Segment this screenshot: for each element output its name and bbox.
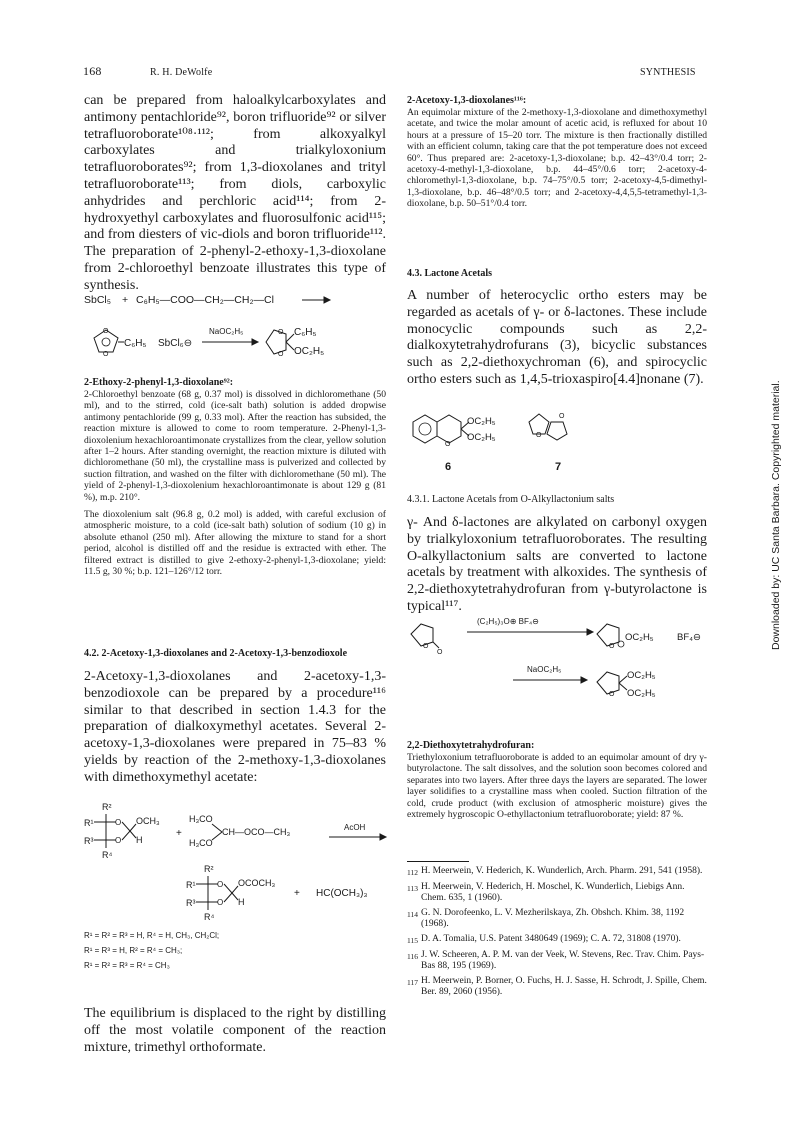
scheme3-anion: BF₄⊖ [677,632,701,643]
scheme1-product-sub2: OC₂H₅ [294,346,325,357]
diethoxy-thf [597,672,627,698]
svg-text:O: O [115,836,122,845]
scheme2-h: H [136,835,143,845]
scheme2-h3co-bot: H₃CO [189,838,213,848]
struct6-sub2: OC₂H₅ [467,432,496,443]
svg-text:+: + [294,888,300,899]
proc1-text: 2-Chloroethyl benzoate (68 g, 0.37 mol) is dissolved in dichloromethane (50 ml), and to the stirred, cold (ice-salt bath) solution is added dropwise antimony pentachloride (99 g, 0.33 mol). After the reaction has subsided, the reaction mixture is allowed to come to room temperature. 2-Phenyl-1,3-dioxolenium hexachloroantimonate crystallizes from the clear, yellow solution after 1–2 hours. After standing overnight, the reaction mixture is diluted with dichloromethane (50 ml), the crystalline mass is pulverized and collected by suction filtration, and washed on the filter with dichloromethane (50 ml). The yield of 2-phenyl-1,3-dioxolenium hexachloroantimonate is about 129 g (81 %), m.p. 210°. [84,389,386,503]
scheme2-def3: R¹ = R² = R³ = R⁴ = CH₃ [84,961,170,970]
proc1-text2: The dioxolenium salt (96.8 g, 0.2 mol) is added, with careful exclusion of atmospheric moisture, to a cold (ice-salt bath) solution of sodium (10 g) in absolute ethanol (250 ml). After allowing the mixture to stand for a short period, alcohol is distilled off and the residue is extracted with ether. The filtered extract is distilled to give 2-ethoxy-2-phenyl-1,3-dioxolane; yield: 11.5 g, 30 %; b.p. 121–126°/12 torr. [84,509,386,578]
section-4-3 [407,268,707,389]
footnote-114: 114 G. N. Dorofeenko, L. V. Mezherilskaya, Zh. Obshch. Khim. 38, 1192 (1968). [407,907,685,930]
para431: γ- And δ-lactones are alkylated on carbonyl oxygen by trialkyloxonium tetrafluoroborates. The resulting O-alkyllactonium salts are converted to lactone acetals by treatment with alkoxides. The synthesis of 2,2-diethoxytetrahydrofuran from γ-butyrolactone is typical¹¹⁷. [407,515,707,614]
scheme1-plus: + [122,294,129,306]
proc1-title: 2-Ethoxy-2-phenyl-1,3-dioxolane⁹²: [84,377,234,388]
svg-text:O: O [278,329,284,336]
scheme3-cation-sub: OC₂H₅ [625,632,654,643]
scheme1-product-sub1: C₆H₅ [294,327,317,338]
scheme1-anion: SbCl₆⊖ [158,338,193,349]
section-4-2 [84,648,386,787]
footnote-116: 116 J. W. Scheeren, A. P. M. van der Veek, W. Stevens, Rec. Trav. Chim. Pays-Bas 88, 195 (1969). [407,949,705,972]
scheme2-r1: R¹ [84,818,94,828]
svg-text:O: O [278,351,284,358]
intro-paragraph: can be prepared from haloalkylcarboxylates and antimony pentachloride⁹², boron trifluoride⁹² or silver tetrafluoroborate¹⁰⁸·¹¹²; from alkoxyalkyl carboxylates and trialkyloxonium tetrafluoroborates⁹²; from 1,3-dioxolanes and trityl tetrafluoroborate¹¹³; from diols, carboxylic anhydrides and perchloric acid¹¹⁴; from 2-hydroxyethyl carboxylates and fluorosulfonic acid¹¹⁵; and from diesters of vic-diols and boron trifluoride¹¹². The preparation of 2-phenyl-2-ethoxy-1,3-dioxolane from 2-chloroethyl benzoate illustrates this type of synthesis. [84,93,386,293]
footnote-112: 112 H. Meerwein, V. Hederich, K. Wunderlich, Arch. Pharm. 291, 541 (1958). [407,866,703,877]
proc3-title: 2,2-Diethoxytetrahydrofuran: [407,740,535,751]
svg-text:R¹: R¹ [186,880,196,890]
svg-text:R³: R³ [186,898,196,908]
scheme-1 [84,290,389,370]
scheme2-plus: + [176,828,182,839]
scheme3-prod-sub2: OC₂H₅ [627,688,656,699]
para43: A number of heterocyclic ortho esters may be regarded as acetals of γ- or δ-lactones. These include monocyclic compounds such as 2,2-dialkoxytetrahydrofurans (3), bicyclic substances such as 2,2-diethoxychroman (6), and spirocyclic ortho esters such as 1,4,5-trioxaspiro[4.4]nonane (7). [407,288,707,387]
left-column [84,93,386,295]
svg-text:O: O [559,413,565,420]
struct7-label: 7 [555,461,562,473]
svg-text:R²: R² [204,864,214,874]
section431-title: 4.3.1. Lactone Acetals from O-Alkyllactonium salts [407,494,615,505]
proc2-text: An equimolar mixture of the 2-methoxy-1,3-dioxolane and dimethoxymethyl acetate, and twice the molar amount of acetic acid, is refluxed for about 10 hours at a pressure of 15–20 torr. The mixture is then fractionally distilled with an efficient column, taking care that the pot temperature does not exceed 60°. Thus prepared are: 2-acetoxy-1,3-dioxolane; b.p. 42–43°/0.4 torr; 2-acetoxy-4-methyl-1,3-dioxolane, b.p. 44–45°/0.6 torr; 2-acetoxy-4-chloromethyl-1,3-dioxolane, b.p. 74–75°/0.5 torr; 2-acetoxy-4,5-dimethyl-1,3-dioxolane, b.p. 46–48°/0.5 torr; and 2-acetoxy-4,4,5,5-tetramethyl-1,3-dioxolane, b.p. 50–51°/0.4 torr. [407,107,707,210]
equilibrium-paragraph: The equilibrium is displaced to the right by distilling off the most volatile component of the reaction mixture, trimethyl orthoformate. [84,1006,386,1055]
section42-title: 4.2. 2-Acetoxy-1,3-dioxolanes and 2-Acetoxy-1,3-benzodioxole [84,648,348,659]
footnote-117: 117 H. Meerwein, P. Borner, O. Fuchs, H. J. Sasse, H. Schrodt, J. Spille, Chem. Ber. 89, 2060 (1956). [407,975,707,998]
proc3-text: Triethyloxonium tetrafluoroborate is added to an equimolar amount of dry γ-butyrolactone. The salt dissolves, and the solution soon becomes colored and separates into two layers. After three days the layers are separated. The lower layer solidifies to a crystalline mass when cooled. Suction filtration of the cold, crude product (with exclusion of atmospheric moisture) gives the extremely hygroscopic O-ethyllactonium tetrafluoroborate; yield: 87 %. [407,752,707,821]
download-notice: Downloaded by: UC Santa Barbara. Copyrighted material. [770,380,782,650]
section-4-3-1 [407,494,707,616]
footnote-115: 115 D. A. Tomalia, U.S. Patent 3480649 (1969); C. A. 72, 31808 (1970). [407,933,681,945]
svg-text:O: O [609,691,615,698]
footnotes [407,866,707,999]
svg-text:O: O [423,643,429,650]
procedure-1 [84,377,386,578]
product-ring-1 [266,329,286,358]
scheme2-h3co-top: H₃CO [189,814,213,824]
svg-text:H: H [238,897,245,907]
svg-text:O: O [536,432,542,439]
struct-6 [413,415,496,473]
scheme2-def1: R¹ = R² = R³ = H, R⁴ = H, CH₃, CH₂Cl; [84,931,220,940]
struct-7 [529,413,567,473]
scheme3-reagent1: (C₂H₅)₃O⊕ BF₄⊖ [477,617,539,626]
svg-text:O: O [445,441,451,448]
scheme1-reagent: NaOC₂H₅ [209,327,244,336]
scheme2-r3: R³ [84,836,94,846]
scheme3-reagent2: NaOC₂H₅ [527,665,562,674]
para42: 2-Acetoxy-1,3-dioxolanes and 2-acetoxy-1,3-benzodioxole can be prepared by a procedure¹¹⁶ similar to that described in section 1.4.3 for the preparation of dialkoxymethyl acetates. Several 2-acetoxy-1,3-dioxolanes were prepared in 75–83 % yields by reaction of the 2-methoxy-1,3-dioxolanes with dimethoxymethyl acetate: [84,669,386,785]
scheme2-r4: R⁴ [102,850,113,860]
procedure-2 [407,95,707,210]
footnote-rule [407,861,469,862]
scheme1-sbcl5: SbCl₅ [84,294,111,306]
dioxolenium-ring [94,328,118,358]
scheme2-prod-sub: OCOCH₃ [238,878,276,888]
journal-name: SYNTHESIS [640,67,696,78]
scheme-2 [84,800,389,975]
scheme2-ester: CH—OCO—CH₃ [222,827,291,837]
svg-text:O: O [437,649,443,656]
lactonium-ring [597,624,624,650]
scheme2-och3: OCH₃ [136,816,160,826]
svg-text:O: O [217,880,224,889]
scheme2-def2: R¹ = R³ = H, R² = R⁴ = CH₃; [84,946,183,955]
proc2-title: 2-Acetoxy-1,3-dioxolanes¹¹⁶: [407,95,527,106]
svg-text:O: O [217,898,224,907]
scheme2-reagent: AcOH [344,823,366,832]
scheme1-cation-sub: C₆H₅ [124,338,147,349]
section43-title: 4.3. Lactone Acetals [407,268,492,279]
scheme3-prod-sub1: OC₂H₅ [627,670,656,681]
scheme-3 [407,610,707,715]
footnote-113: 113 H. Meerwein, V. Hederich, H. Moschel, K. Wunderlich, Liebigs Ann. Chem. 635, 1 (1960). [407,881,685,904]
scheme2-r2: R² [102,802,112,812]
equilibrium-paragraph-wrap [84,1006,386,1056]
svg-text:O: O [103,351,109,358]
svg-text:O: O [103,328,109,335]
structures-6-7 [407,400,707,475]
svg-text:R⁴: R⁴ [204,912,215,922]
scheme2-byproduct: HC(OCH₃)₃ [316,888,368,899]
butyrolactone [411,624,443,656]
svg-text:O: O [115,818,122,827]
struct6-sub1: OC₂H₅ [467,416,496,427]
svg-text:O: O [609,643,615,650]
procedure-3 [407,740,707,820]
scheme1-reactant2: C₆H₅—COO—CH₂—CH₂—Cl [136,294,274,306]
running-author: R. H. DeWolfe [150,67,213,78]
struct6-label: 6 [445,461,452,473]
page-number: 168 [83,64,102,78]
